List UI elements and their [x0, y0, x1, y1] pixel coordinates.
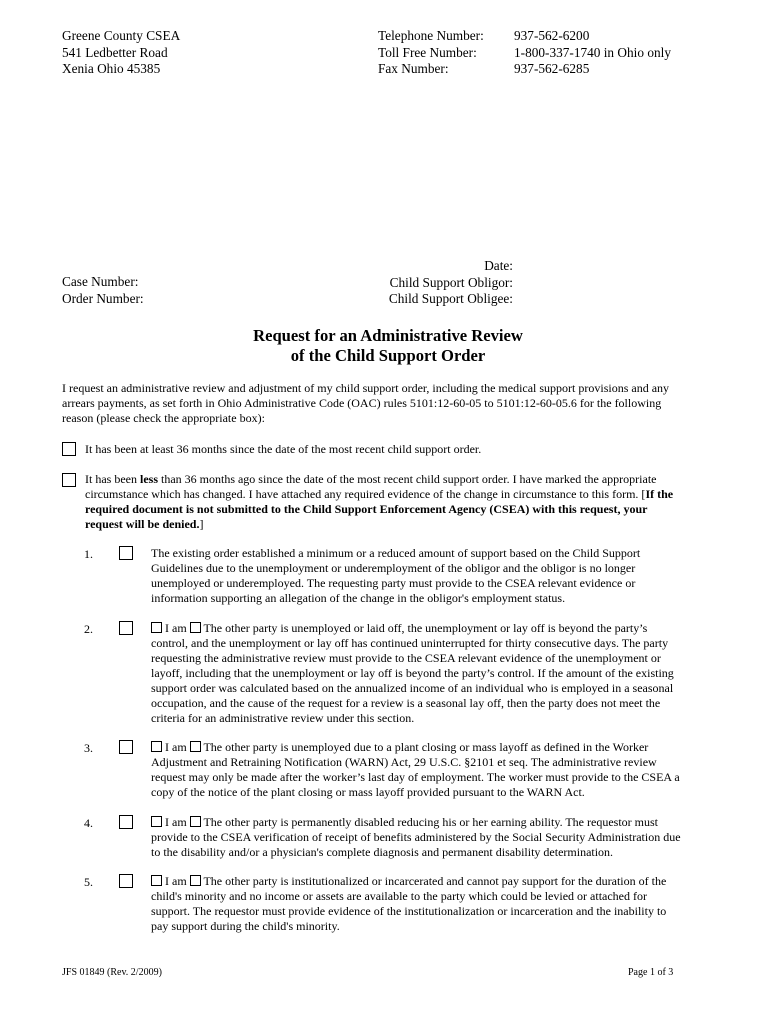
contact-labels: [378, 28, 484, 78]
contact-values: [514, 28, 671, 78]
item-2-other-party-checkbox[interactable]: [190, 622, 201, 633]
fax-label: Fax Number:: [378, 61, 449, 76]
item-number: 2.: [84, 622, 93, 636]
checkbox-less-than-36-months[interactable]: [62, 473, 76, 487]
item-5-other-party-checkbox[interactable]: [190, 875, 201, 886]
item-3-checkbox[interactable]: [119, 740, 133, 754]
order-number-label: Order Number:: [62, 290, 144, 306]
tollfree-label: Toll Free Number:: [378, 44, 477, 60]
case-right-labels: [360, 258, 513, 308]
agency-address: [62, 28, 180, 78]
title-line-2: of the Child Support Order: [290, 346, 486, 365]
item-number: 1.: [84, 547, 93, 561]
phone-value: 937-562-6200: [514, 28, 590, 43]
item-4-other-party-checkbox[interactable]: [190, 816, 201, 827]
item-1-text: The existing order established a minimum or a reduced amount of support based on the Child Support Guidelines due to the unemployment or underemployment of the obligor and the obligor is no longer unemployed or underemployed. The requesting party must provide to the CSEA relevant evidence or information supporting an allegation of the change in the obligor's employment status.: [151, 546, 641, 605]
item-5-i-am-checkbox[interactable]: [151, 875, 162, 886]
title-line-1: Request for an Administrative Review: [253, 326, 523, 345]
case-left-labels: [62, 274, 144, 307]
date-label: Date:: [484, 258, 513, 273]
item-4-i-am-checkbox[interactable]: [151, 816, 162, 827]
item-2-checkbox[interactable]: [119, 621, 133, 635]
fax-value: 937-562-6285: [514, 61, 590, 76]
item-3-text: I am The other party is unemployed due to a plant closing or mass layoff as defined in the Worker Adjustment and Retraining Notification (WARN) Act, 29 U.S.C. §2101 et seq. The administrative review request may only be made after the worker’s last day of employment. The worker must provide to the CSEA a copy of the notice of the plant closing or mass layoff provided pursuant to the WARN Act.: [151, 740, 680, 799]
item-3-i-am-checkbox[interactable]: [151, 741, 162, 752]
agency-name: Greene County CSEA: [62, 28, 181, 43]
item-number: 4.: [84, 816, 93, 830]
item-3-other-party-checkbox[interactable]: [190, 741, 201, 752]
obligor-label: Child Support Obligor:: [389, 274, 513, 290]
obligee-label: Child Support Obligee:: [388, 291, 513, 306]
item-4-text: I am The other party is permanently disabled reducing his or her earning ability. The requestor must provide to the CSEA verification of receipt of benefits administered by the Social Security Administration due to the disability and/or a physician's complete diagnosis and permanent disability determination.: [151, 815, 681, 859]
page-number: Page 1 of 3: [628, 967, 674, 978]
phone-label: Telephone Number:: [378, 28, 484, 43]
checkbox-36-months[interactable]: [62, 442, 76, 456]
item-5-text: I am The other party is institutionalized or incarcerated and cannot pay support for the duration of the child's minority and no income or assets are available to the party which could be levied or attached for support. The requestor must provide evidence of the institutionalization or incarceration and the inability to pay support during the child's minority.: [151, 874, 667, 933]
intro-line: reason (please check the appropriate box):: [62, 411, 265, 425]
option-less-than-36-label: It has been less than 36 months ago since the date of the most recent child support order. I have marked the appropriate circumstance which has changed. I have attached any required evidence of the change in circumstance to this form. [If the required document is not submitted to the Child Support Enforcement Agency (CSEA) with this request, your request will be denied.]: [85, 472, 674, 531]
item-number: 3.: [84, 741, 93, 755]
item-1-checkbox[interactable]: [119, 546, 133, 560]
page-title: [0, 326, 770, 366]
option-36-months-label: It has been at least 36 months since the date of the most recent child support order.: [85, 442, 482, 456]
item-number: 5.: [84, 875, 93, 889]
tollfree-value: 1-800-337-1740 in Ohio only: [514, 44, 671, 60]
item-4-checkbox[interactable]: [119, 815, 133, 829]
agency-street: 541 Ledbetter Road: [62, 44, 168, 60]
form-id: JFS 01849 (Rev. 2/2009): [62, 967, 162, 978]
item-2-text: I am The other party is unemployed or laid off, the unemployment or lay off is beyond the party’s control, and the unemployment or lay off has continued uninterrupted for thirty consecutive days. The party requesting the administrative review must provide to the CSEA relevant evidence of the unemployment or layoff, including that the unemployment or lay off is beyond the party’s control. If the amount of the existing support order was calculated based on the annualized income of an individual who is employed in a seasonal occupation, and the cause of the request for a review is a seasonal lay off, then the party does not meet the criteria for an administrative review under this section.: [151, 621, 674, 725]
intro-line: arrears payments, as set forth in Ohio Administrative Code (OAC) rules 5101:12-60-05 to 5101:12-60-05.6 for the following: [62, 396, 662, 410]
item-2-i-am-checkbox[interactable]: [151, 622, 162, 633]
intro-line: I request an administrative review and adjustment of my child support order, including the medical support provisions and any: [62, 381, 670, 395]
case-number-label: Case Number:: [62, 274, 139, 289]
intro-paragraph: [62, 381, 669, 426]
agency-city: Xenia Ohio 45385: [62, 61, 161, 76]
item-5-checkbox[interactable]: [119, 874, 133, 888]
